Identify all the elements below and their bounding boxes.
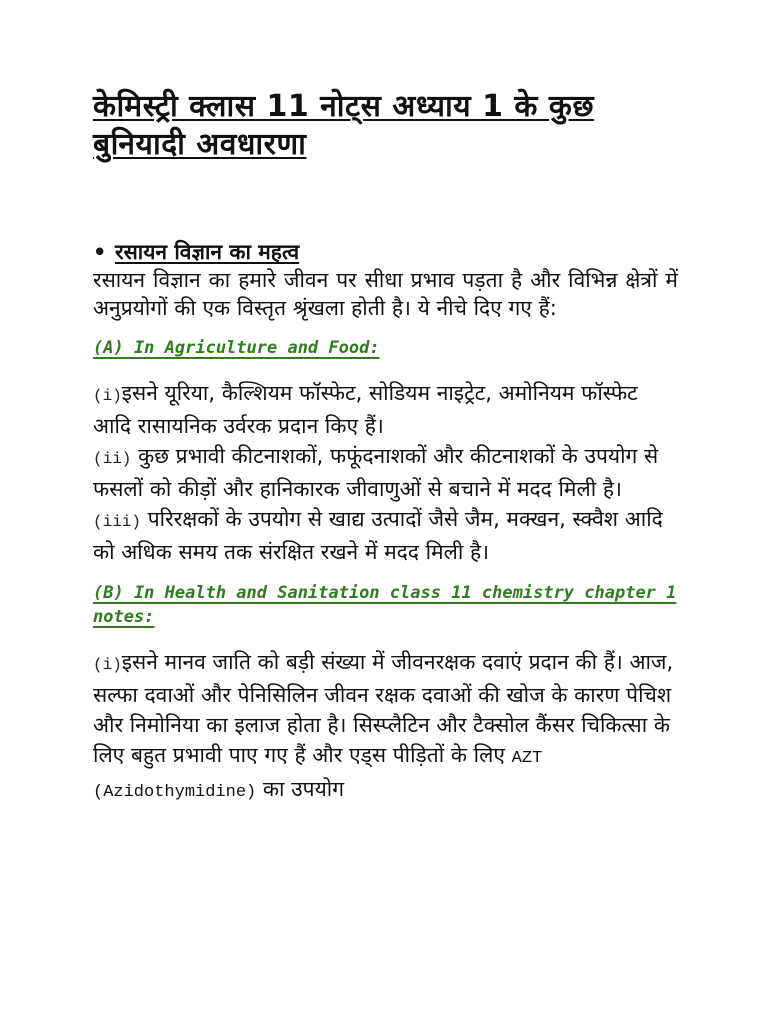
item-text: कुछ प्रभावी कीटनाशकों, फफूंदनाशकों और कीटनाशकों के उपयोग से फसलों को कीड़ों और हानिकारक जीवाणुओं से बचाने में मदद मिली है। <box>93 444 659 501</box>
item-number: (ii) <box>93 450 132 468</box>
document-title: केमिस्ट्री क्लास 11 नोट्स अध्याय 1 के कुछ बुनियादी अवधारणा <box>93 89 594 162</box>
document-page <box>93 88 678 808</box>
item-text: इसने मानव जाति को बड़ी संख्या में जीवनरक्षक दवाएं प्रदान की हैं। आज, सल्फा दवाओं और पेनिसिलिन जीवन रक्षक दवाओं की खोज के कारण पेचिश और निमोनिया का इलाज होता है। सिस्प्लैटिन और टैक्सोल कैंसर चिकित्सा के लिए बहुत प्रभावी पाए गए हैं और एड्स पीड़ितों के लिए <box>93 650 674 767</box>
item-number: (i) <box>93 656 122 674</box>
item-text: इसने यूरिया, कैल्शियम फॉस्फेट, सोडियम नाइट्रेट, अमोनियम फॉस्फेट आदि रासायनिक उर्वरक प्रदान किए हैं। <box>93 381 638 438</box>
list-item <box>93 378 678 441</box>
item-text: परिरक्षकों के उपयोग से खाद्य उत्पादों जैसे जैम, मक्खन, स्क्वैश आदि को अधिक समय तक संरक्षित रखने में मदद मिली है। <box>93 507 663 564</box>
agriculture-list <box>93 378 678 567</box>
health-list <box>93 647 678 808</box>
bullet-icon: • <box>93 240 107 264</box>
section-heading <box>93 238 678 266</box>
list-item <box>93 504 678 567</box>
item-number: (iii) <box>93 513 142 531</box>
item-number: (i) <box>93 387 122 405</box>
list-item <box>93 441 678 504</box>
section-heading-text: रसायन विज्ञान का महत्व <box>115 240 300 264</box>
agriculture-heading: (A) In Agriculture and Food: <box>93 338 380 358</box>
list-item <box>93 647 678 808</box>
section-intro: रसायन विज्ञान का हमारे जीवन पर सीधा प्रभाव पड़ता है और विभिन्न क्षेत्रों में अनुप्रयोगों की एक विस्तृत श्रृंखला होती है। ये नीचे दिए गए हैं: <box>93 268 678 320</box>
drug-name: AZT (Azidothymidine) <box>93 749 543 802</box>
item-text-tail: का उपयोग <box>262 777 345 801</box>
health-heading: (B) In Health and Sanitation class 11 chemistry chapter 1 notes: <box>93 583 677 627</box>
